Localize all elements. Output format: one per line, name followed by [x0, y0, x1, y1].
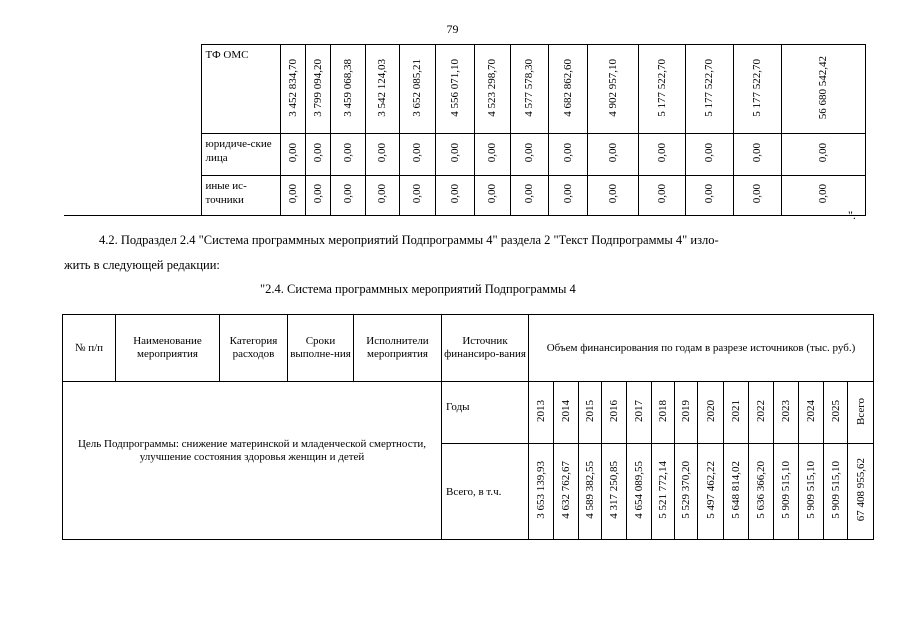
year-cell [698, 382, 724, 444]
value-cell [435, 176, 474, 216]
year: 2025 [829, 400, 842, 422]
total: 4 317 250,85 [608, 461, 620, 519]
total-cell [627, 444, 652, 540]
value: 5 177 522,70 [703, 58, 715, 117]
value: 0,00 [606, 143, 619, 163]
value-cell [638, 45, 685, 134]
value: 3 799 094,20 [311, 58, 324, 117]
value: 0,00 [448, 143, 461, 163]
value: 0,00 [311, 184, 324, 204]
value-cell [510, 134, 548, 176]
total-cell [799, 444, 824, 540]
value-cell [330, 45, 365, 134]
total-cell [554, 444, 579, 540]
row-tfoms [64, 45, 865, 134]
value: 0,00 [286, 143, 299, 163]
value-cell [280, 176, 305, 216]
value: 4 577 578,30 [523, 58, 535, 117]
value: 4 682 862,60 [561, 58, 574, 117]
value-cell [685, 45, 733, 134]
value: 0,00 [606, 184, 619, 204]
value-cell [510, 176, 548, 216]
total: 5 636 366,20 [755, 461, 767, 519]
year: 2016 [608, 400, 620, 422]
row-label: юридиче-ские лица [201, 134, 280, 176]
value-cell [733, 176, 781, 216]
value-cell [685, 176, 733, 216]
value: 0,00 [448, 184, 461, 204]
year-cell [602, 382, 627, 444]
value-cell [510, 45, 548, 134]
year: 2022 [755, 400, 767, 422]
header-name: Наименование мероприятия [116, 315, 220, 382]
header-category: Категория расходов [220, 315, 288, 382]
value-cell [474, 134, 510, 176]
value-cell [685, 134, 733, 176]
value: 0,00 [751, 184, 763, 204]
year-cell [799, 382, 824, 444]
value: 0,00 [376, 143, 388, 163]
value-cell [638, 176, 685, 216]
value-cell [548, 176, 587, 216]
value-cell [280, 45, 305, 134]
value-cell [781, 45, 865, 134]
total-cell [698, 444, 724, 540]
value: 4 556 071,10 [448, 58, 461, 117]
empty-left-cell [64, 45, 201, 216]
value: 0,00 [486, 143, 498, 163]
total-cell [675, 444, 698, 540]
value-cell [305, 176, 330, 216]
goal-cell [63, 382, 442, 540]
header-row [63, 315, 874, 382]
total: 4 654 089,55 [633, 461, 645, 519]
total: 5 909 515,10 [780, 461, 792, 519]
value: 3 652 085,21 [411, 58, 423, 117]
paragraph-line-1: 4.2. Подраздел 2.4 "Система программных мероприятий Подпрограммы 4" раздела 2 "Текст Подпрограммы 4" изло- [99, 233, 719, 247]
value-cell [781, 134, 865, 176]
value: 0,00 [411, 184, 423, 204]
total: 4 589 382,55 [584, 461, 596, 519]
year: 2017 [633, 400, 645, 422]
value: 4 523 298,70 [486, 58, 498, 117]
value-cell [280, 134, 305, 176]
total-cell [602, 444, 627, 540]
header-executors: Исполнители мероприятия [354, 315, 442, 382]
year-cell [554, 382, 579, 444]
year-cell [652, 382, 675, 444]
value: 0,00 [655, 143, 668, 163]
header-terms: Сроки выполне-ния [288, 315, 354, 382]
value-cell [330, 134, 365, 176]
year: 2020 [704, 400, 717, 422]
value: 0,00 [523, 143, 535, 163]
value: 0,00 [376, 184, 388, 204]
total-cell [824, 444, 848, 540]
year-cell [848, 382, 874, 444]
value: 56 680 542,42 [817, 55, 829, 120]
total-cell [749, 444, 774, 540]
value-cell [399, 45, 435, 134]
value-cell [733, 45, 781, 134]
years-row [63, 382, 874, 444]
value-cell [587, 134, 638, 176]
total: 3 653 139,93 [535, 461, 547, 519]
value: 0,00 [561, 184, 574, 204]
value: 0,00 [411, 143, 423, 163]
value: 0,00 [703, 143, 715, 163]
value: 0,00 [523, 184, 535, 204]
value: 0,00 [341, 184, 354, 204]
year-cell [774, 382, 799, 444]
row-label: ТФ ОМС [201, 45, 280, 134]
year-cell [724, 382, 749, 444]
value-cell [548, 45, 587, 134]
year-cell [824, 382, 848, 444]
paragraph-line-2: жить в следующей редакции: [64, 258, 220, 272]
value-cell [365, 134, 399, 176]
header-num: № п/п [63, 315, 116, 382]
total: 4 632 762,67 [560, 461, 572, 519]
year: 2015 [584, 400, 596, 422]
value-cell [587, 45, 638, 134]
year: Всего [854, 397, 867, 425]
value-cell [474, 176, 510, 216]
closing-quote: ". [848, 208, 856, 222]
value: 0,00 [817, 184, 829, 204]
value: 3 452 834,70 [286, 58, 299, 117]
value-cell [399, 176, 435, 216]
total: 5 497 462,22 [704, 461, 717, 519]
value-cell [365, 45, 399, 134]
year-cell [675, 382, 698, 444]
section-title: "2.4. Система программных мероприятий Подпрограммы 4 [260, 282, 576, 296]
value: 0,00 [817, 143, 829, 163]
value: 0,00 [561, 143, 574, 163]
row-label: иные ис-точники [201, 176, 280, 216]
total-cell [848, 444, 874, 540]
total: 5 909 515,10 [829, 461, 842, 519]
year-cell [529, 382, 554, 444]
top-funding-table [64, 44, 866, 216]
total-cell [774, 444, 799, 540]
value-cell [638, 134, 685, 176]
value: 0,00 [286, 184, 299, 204]
value: 3 542 124,03 [376, 58, 388, 117]
value: 0,00 [655, 184, 668, 204]
year: 2013 [535, 400, 547, 422]
total: 5 909 515,10 [805, 461, 817, 519]
year-cell [627, 382, 652, 444]
total-label: Всего, в т.ч. [442, 444, 529, 540]
total: 5 529 370,20 [680, 461, 692, 519]
value-cell [399, 134, 435, 176]
header-financing: Объем финансирования по годам в разрезе источников (тыс. руб.) [529, 315, 874, 382]
value: 0,00 [311, 143, 324, 163]
years-label: Годы [442, 382, 529, 444]
year-cell [749, 382, 774, 444]
value: 0,00 [703, 184, 715, 204]
value-cell [330, 176, 365, 216]
goal-text: Цель Подпрограммы: снижение материнской и младенческой смертности, улучшение состояния здоровья женщин и детей [77, 437, 427, 463]
value: 3 459 068,38 [341, 58, 354, 117]
total-cell [529, 444, 554, 540]
year: 2021 [730, 400, 742, 422]
page-number: 79 [446, 22, 459, 36]
year: 2019 [680, 400, 692, 422]
total: 67 408 955,62 [854, 458, 867, 522]
value-cell [305, 134, 330, 176]
total-cell [724, 444, 749, 540]
value-cell [365, 176, 399, 216]
value: 4 902 957,10 [606, 58, 619, 117]
year: 2024 [805, 400, 817, 422]
total: 5 521 772,14 [657, 461, 669, 519]
header-source: Источник финансиро-вания [442, 315, 529, 382]
year: 2014 [560, 400, 572, 422]
year: 2023 [780, 400, 792, 422]
total-cell [652, 444, 675, 540]
total-cell [579, 444, 602, 540]
year: 2018 [657, 400, 669, 422]
value-cell [587, 176, 638, 216]
value: 0,00 [751, 143, 763, 163]
program-measures-table [62, 314, 874, 540]
value-cell [435, 134, 474, 176]
year-cell [579, 382, 602, 444]
value-cell [435, 45, 474, 134]
value: 0,00 [486, 184, 498, 204]
value: 5 177 522,70 [655, 58, 668, 117]
value: 5 177 522,70 [751, 58, 763, 117]
value-cell [548, 134, 587, 176]
value-cell [733, 134, 781, 176]
value: 0,00 [341, 143, 354, 163]
value-cell [305, 45, 330, 134]
total: 5 648 814,02 [730, 461, 742, 519]
value-cell [474, 45, 510, 134]
